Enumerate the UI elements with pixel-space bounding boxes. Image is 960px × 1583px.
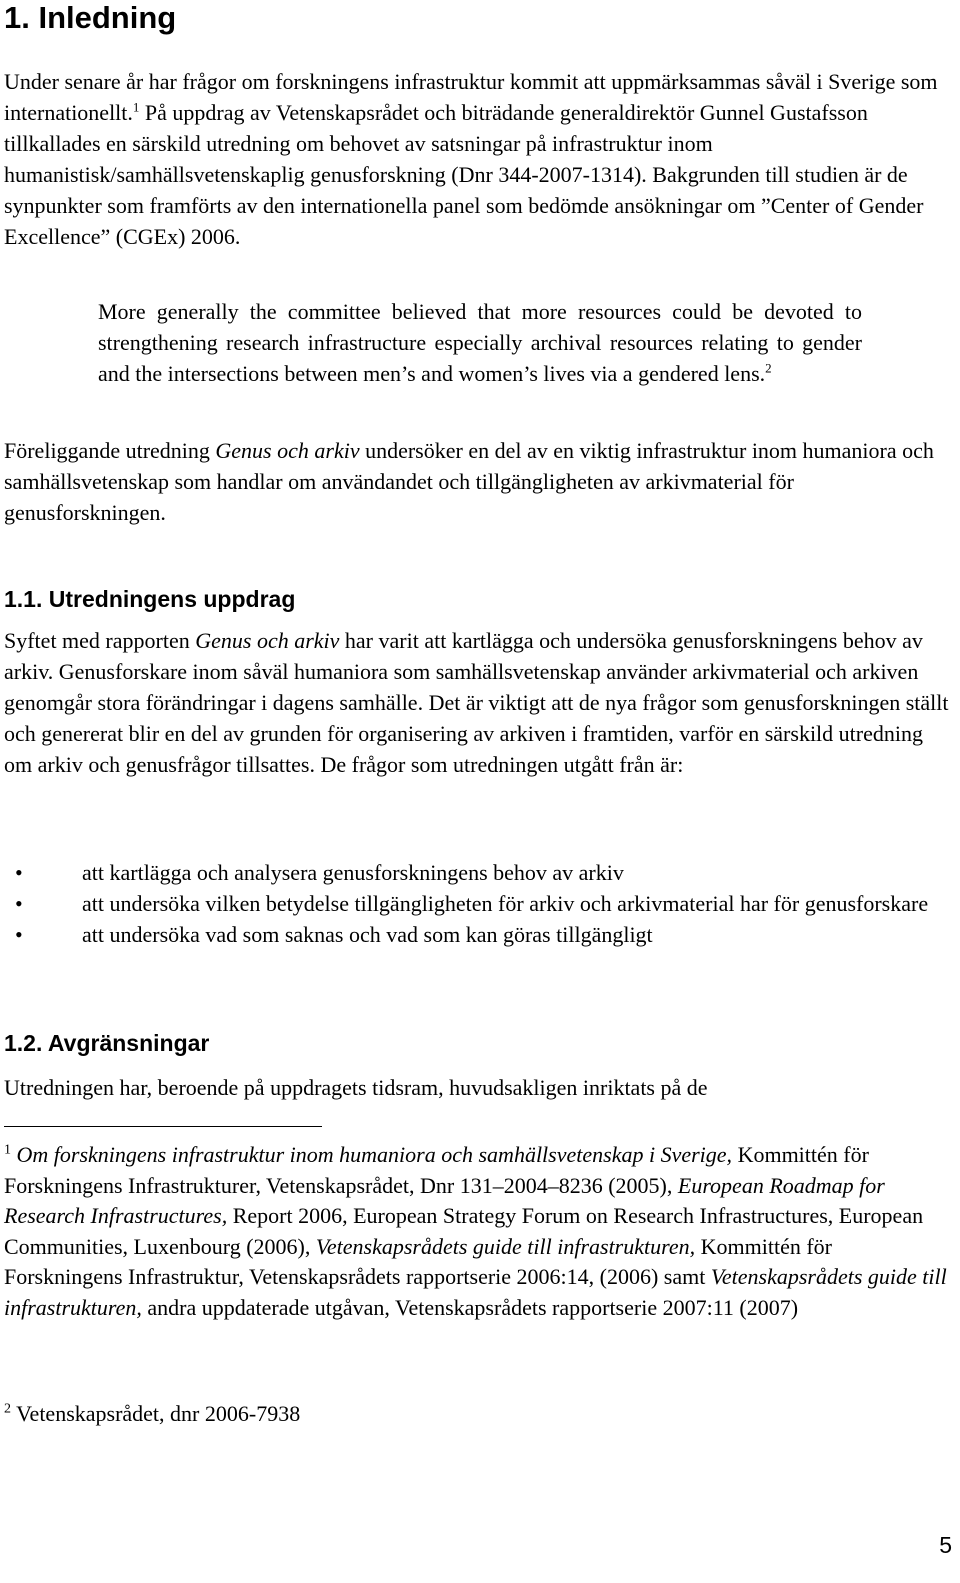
page-number: 5 bbox=[939, 1532, 952, 1558]
block-quote: More generally the committee believed that more resources could be devoted to strengthening research infrastructure especially archival resources relating to gender and the intersections between men’s and women’s lives via a gendered lens.$^2$ bbox=[98, 299, 862, 386]
footnote-ref-1[interactable]: 1 bbox=[132, 99, 140, 115]
avgransningar-paragraph: Utredningen har, beroende på uppdragets tidsram, huvudsakligen inriktats på de bbox=[4, 1075, 708, 1100]
heading-inledning: 1. Inledning bbox=[4, 0, 177, 35]
intro-paragraph: Under senare år har frågor om forskningens infrastruktur kommit att uppmärksammas såväl i Sverige som internationellt.$^1$ På uppdrag av Vetenskapsrådet och biträdande generaldirektör Gunnel Gustafsson tillkallades en särskild utredning om behovet av satsningar på infrastruktur inom humanistisk/samhällsvetenskaplig genusforskning (Dnr 344-2007-1314). Bakgrunden till studien är de synpunkter som framförts av den internationella panel som bedömde ansökningar om ”Center of Gender Excellence” (CGEx) 2006. bbox=[4, 69, 938, 249]
footnote-2: $^2$ Vetenskapsrådet, dnr 2006-7938 bbox=[4, 1401, 301, 1426]
footnote-divider bbox=[4, 1126, 322, 1127]
list-item: • att kartlägga och analysera genusforskningens behov av arkiv bbox=[4, 857, 952, 888]
uppdrag-paragraph: Syftet med rapporten Genus och arkiv har varit att kartlägga och undersöka genusforskningens behov av arkiv. Genusforskare inom såväl humaniora som samhällsvetenskap använder arkivmaterial och arkiven genomgår stora förändringar i dagens samhälle. Det är viktigt att de nya frågor som genusforskningen ställt och genererat blir en del av grunden för organisering av arkiven i framtiden, varför en särskild utredning om arkiv och genusfrågor tillsattes. De frågor som utredningen utgått från är: bbox=[4, 628, 949, 777]
footnote-ref-2[interactable]: 2 bbox=[765, 360, 772, 376]
bullet-icon: • bbox=[15, 922, 23, 947]
heading-avgransningar: 1.2. Avgränsningar bbox=[4, 1030, 210, 1056]
list-item: • att undersöka vad som saknas och vad som kan göras tillgängligt bbox=[4, 919, 952, 950]
footnote-1: $^1$ Om forskningens infrastruktur inom humaniora och samhällsvetenskap i Sverige, Kommittén för Forskningens Infrastrukturer, Vetenskapsrådet, Dnr 131–2004–8236 (2005), European Roadmap for Research Infrastructures, Report 2006, European Strategy Forum on Research Infrastructures, European Communities, Luxenbourg (2006), Vetenskapsrådets guide till infrastrukturen, Kommittén för Forskningens Infrastruktur, Vetenskapsrådets rapportserie 2006:14, (2006) samt Vetenskapsrådets guide till infrastrukturen, andra uppdaterade utgåvan, Vetenskapsrådets rapportserie 2007:11 (2007) bbox=[4, 1142, 947, 1320]
bullet-icon: • bbox=[15, 860, 23, 885]
bullet-icon: • bbox=[15, 891, 23, 916]
question-list bbox=[4, 857, 952, 950]
heading-utredningens-uppdrag: 1.1. Utredningens uppdrag bbox=[4, 586, 296, 612]
genus-och-arkiv-paragraph: Föreliggande utredning Genus och arkiv undersöker en del av en viktig infrastruktur inom humaniora och samhällsvetenskap som handlar om användandet och tillgängligheten av arkivmaterial för genusforskningen. bbox=[4, 438, 934, 525]
list-item: • att undersöka vilken betydelse tillgängligheten för arkiv och arkivmaterial har för genusforskare bbox=[4, 888, 952, 919]
